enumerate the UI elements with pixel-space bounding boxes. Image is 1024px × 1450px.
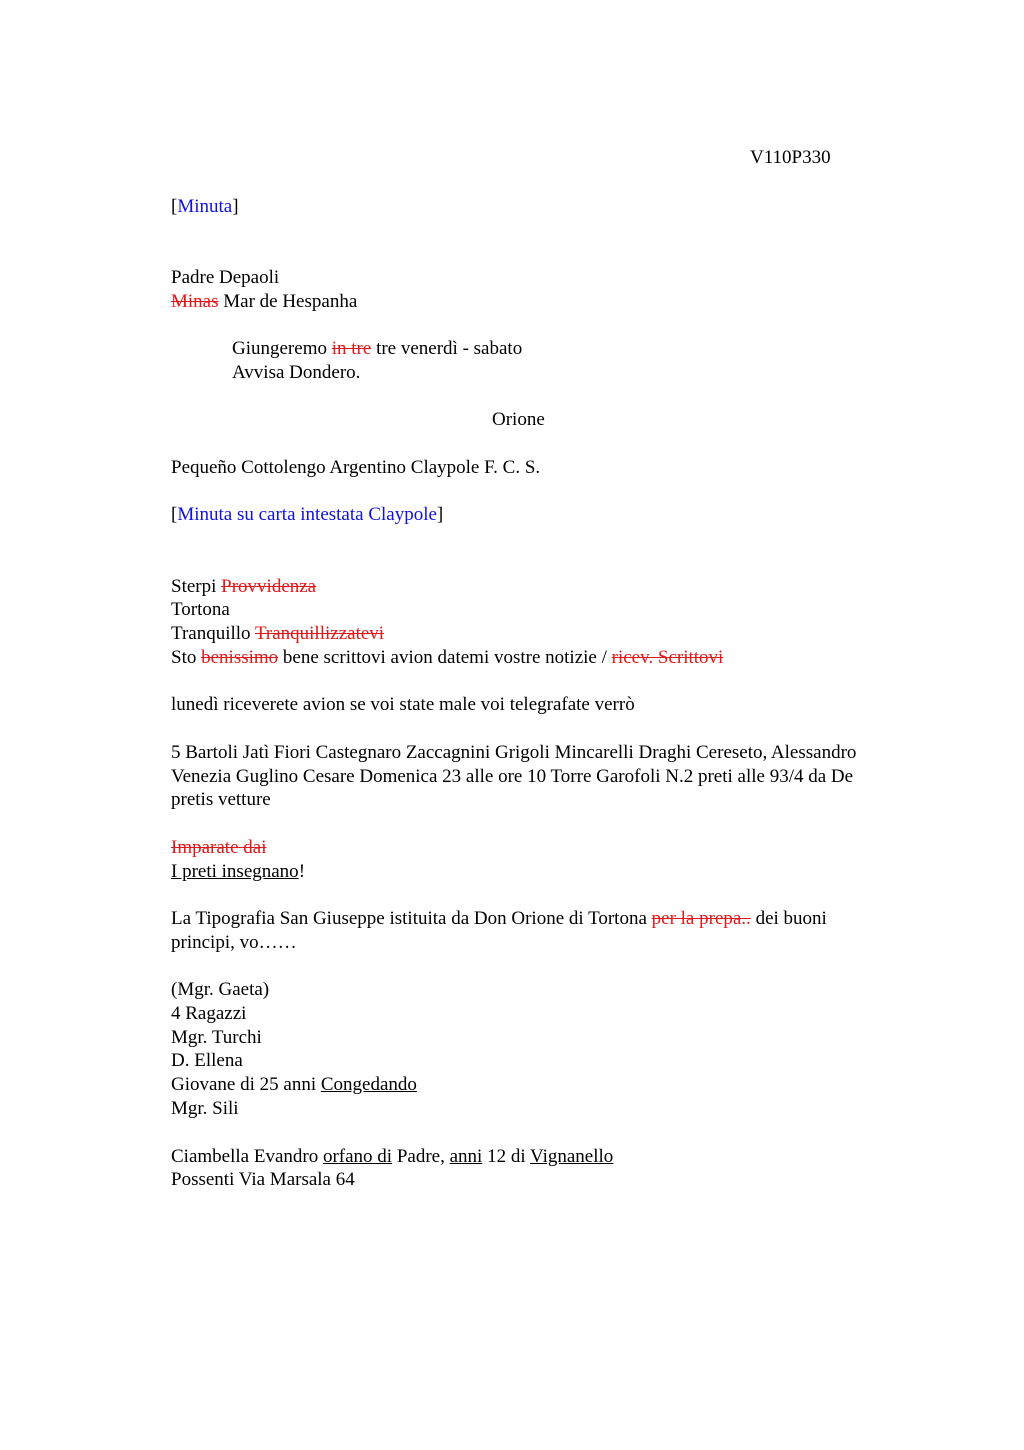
bracket-open: [	[171, 196, 178, 217]
underlined-text: orfano di	[322, 1146, 393, 1167]
bracket-close: ]	[232, 196, 239, 217]
line-text: Ciambella Evandro	[171, 1146, 323, 1167]
list-item: 4 Ragazzi	[171, 1003, 247, 1024]
ship-line	[171, 290, 357, 314]
sto-line	[171, 646, 723, 670]
message-line-1	[232, 337, 522, 361]
preti-insegnano-line	[171, 860, 305, 884]
deleted-text: Provvidenza	[221, 576, 317, 597]
underlined-text: Congedando	[320, 1074, 417, 1095]
list-item: Mgr. Turchi	[171, 1027, 262, 1048]
line-text: Sterpi	[171, 576, 222, 597]
names-paragraph-line-1: 5 Bartoli Jatì Fiori Castegnaro Zaccagnini Grigoli Mincarelli Draghi Cereseto, Alessandro	[171, 742, 857, 763]
reference-code: V110P330	[750, 147, 831, 168]
message-line-2: Avvisa Dondero.	[232, 362, 361, 383]
lunedi-paragraph: lunedì riceverete avion se voi state male voi telegrafate verrò	[171, 694, 635, 715]
letterhead: Pequeño Cottolengo Argentino Claypole F. C. S.	[171, 457, 541, 478]
underlined-text: I preti insegnano	[171, 861, 299, 882]
bracket-close: ]	[436, 504, 444, 525]
line-text: 12 di	[482, 1146, 531, 1167]
possenti-line: Possenti Via Marsala 64	[171, 1169, 355, 1190]
addressee: Padre Depaoli	[171, 267, 280, 288]
underlined-text: Vignanello	[530, 1146, 614, 1167]
line-text: dei buoni	[750, 908, 827, 929]
names-paragraph-line-2: Venezia Guglino Cesare Domenica 23 alle ore 10 Torre Garofoli N.2 preti alle 93/4 da De	[171, 766, 854, 787]
sterpi-line	[171, 575, 316, 599]
deleted-text: ricev. Scrittovi	[611, 647, 724, 668]
tipografia-line-2: principi, vo……	[171, 932, 297, 953]
deleted-text: per la prepa..	[651, 908, 751, 929]
signature: Orione	[492, 409, 545, 430]
line-text: La Tipografia San Giuseppe istituita da Don Orione di Tortona	[171, 908, 652, 929]
ship-name: Mar de Hespanha	[218, 291, 358, 312]
deleted-text: in tre	[331, 338, 372, 359]
line-text: Giovane di 25 anni	[171, 1074, 321, 1095]
tipografia-line-1	[171, 907, 827, 931]
deleted-text: benissimo	[201, 647, 279, 668]
bracket-open: [	[171, 504, 178, 525]
minuta-note	[171, 195, 239, 219]
message-text: tre venerdì - sabato	[371, 338, 523, 359]
tortona-line: Tortona	[171, 599, 230, 620]
imparate-line	[171, 836, 266, 860]
minuta-label: Minuta	[177, 196, 233, 217]
names-paragraph-line-3: pretis vetture	[171, 789, 271, 810]
tranquillo-line	[171, 622, 384, 646]
line-text: bene scrittovi avion datemi vostre notizie /	[278, 647, 612, 668]
ciambella-line	[171, 1145, 613, 1169]
list-item: D. Ellena	[171, 1050, 243, 1071]
deleted-text: Tranquillizzatevi	[254, 623, 385, 644]
list-item	[171, 1073, 417, 1097]
message-text: Giungeremo	[232, 338, 332, 359]
minuta-letterhead-label: Minuta su carta intestata Claypole	[177, 504, 437, 525]
deleted-text: Minas	[171, 291, 219, 312]
underlined-text: anni	[449, 1146, 483, 1167]
line-text: !	[298, 861, 306, 882]
line-text: Sto	[171, 647, 202, 668]
list-item: (Mgr. Gaeta)	[171, 979, 270, 1000]
list-item: Mgr. Sili	[171, 1098, 239, 1119]
line-text: Tranquillo	[171, 623, 255, 644]
minuta-letterhead-note	[171, 503, 443, 527]
line-text: Padre,	[392, 1146, 450, 1167]
deleted-text: Imparate dai	[171, 837, 267, 858]
